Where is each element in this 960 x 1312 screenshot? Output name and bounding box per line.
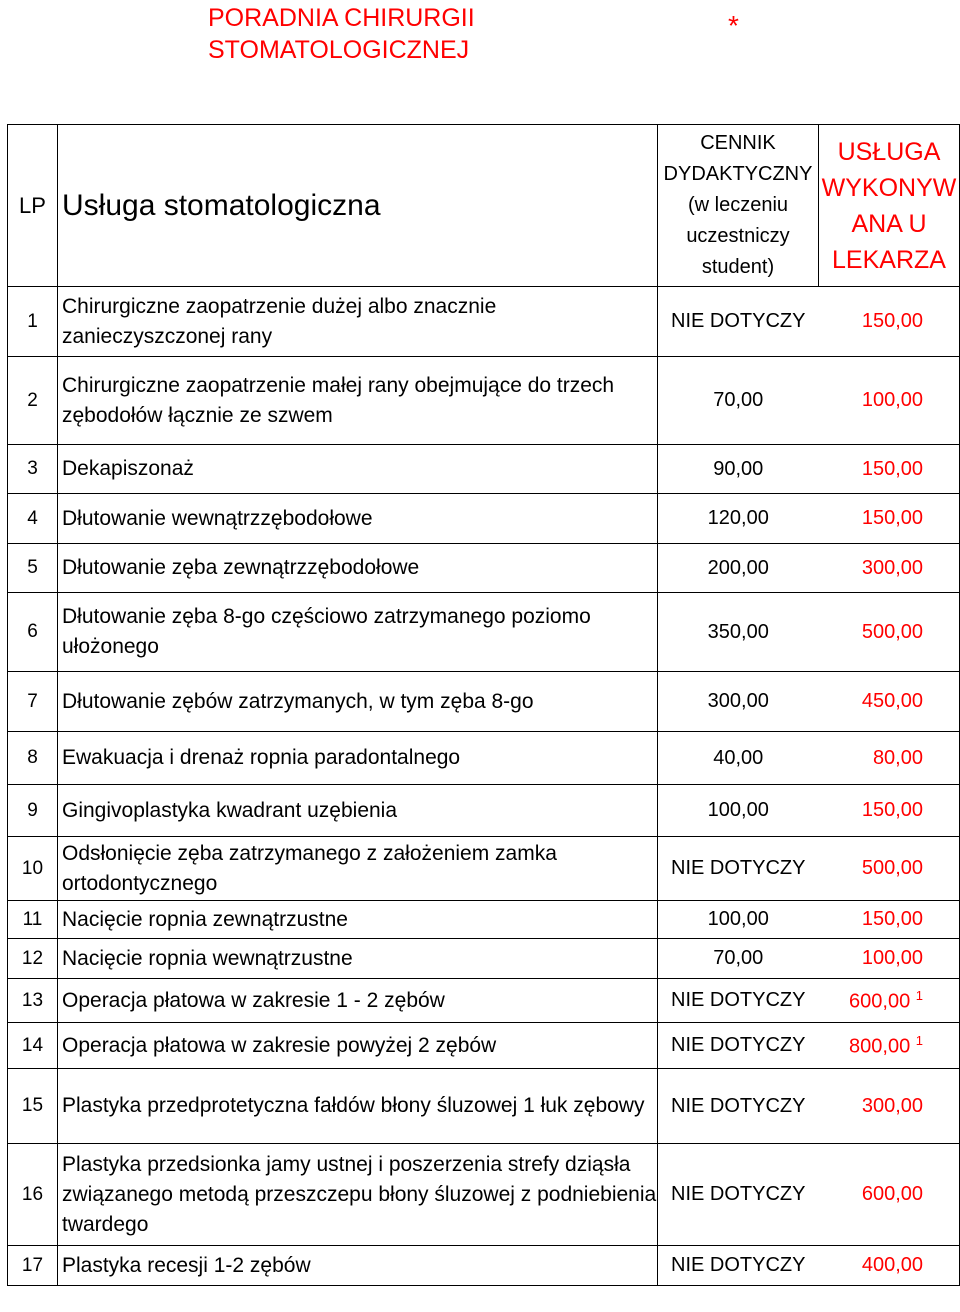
header-student-line: CENNIK (700, 132, 776, 154)
row-lp (8, 785, 58, 837)
table-row (8, 1069, 960, 1144)
table-header-row (8, 125, 960, 287)
row-student-price (658, 901, 819, 939)
row-student-price-text: 100,00 (707, 908, 769, 930)
row-student-price-text: 70,00 (713, 389, 764, 411)
row-doctor-price-text: 600,00 (849, 990, 911, 1013)
row-student-price (658, 1144, 819, 1246)
table-row (8, 1023, 960, 1069)
row-student-price (658, 1069, 819, 1144)
row-lp-text: 4 (27, 507, 38, 529)
row-student-price (658, 1246, 819, 1286)
row-lp-text: 2 (27, 389, 38, 411)
row-student-price-text: NIE DOTYCZY (671, 1183, 806, 1205)
row-student-price-text: 70,00 (713, 947, 764, 969)
table-row (8, 785, 960, 837)
row-service-name-text: Operacja płatowa w zakresie powyżej 2 zębów (62, 1033, 497, 1057)
row-lp-text: 13 (21, 989, 44, 1011)
row-doctor-price (819, 287, 960, 357)
row-service-name-text: Dłutowanie zębów zatrzymanych, w tym zęba 8-go (62, 689, 534, 713)
row-service-name-text: Chirurgiczne zaopatrzenie małej rany obejmujące do trzech zębodołów łącznie ze szwem (62, 373, 615, 427)
row-student-price (658, 939, 819, 979)
row-doctor-price-text: 800,00 (849, 1035, 911, 1058)
table-row (8, 837, 960, 901)
row-doctor-price (819, 785, 960, 837)
row-doctor-price-text: 150,00 (861, 507, 923, 529)
row-student-price-text: 200,00 (707, 556, 769, 579)
title-line-2: STOMATOLOGICZNEJ (208, 36, 470, 64)
table-row (8, 1144, 960, 1246)
row-lp-text: 1 (27, 310, 38, 332)
row-lp (8, 1144, 58, 1246)
row-student-price (658, 357, 819, 445)
row-student-price-text: NIE DOTYCZY (671, 1094, 806, 1117)
row-student-price-text: 300,00 (707, 690, 769, 712)
row-service-name (58, 1144, 658, 1246)
row-service-name-text: Odsłonięcie zęba zatrzymanego z założeniem zamka ortodontycznego (62, 841, 557, 895)
row-doctor-price (819, 494, 960, 544)
row-lp (8, 1023, 58, 1069)
row-student-price-text: NIE DOTYCZY (671, 989, 806, 1011)
table-row (8, 544, 960, 593)
footnote-marker: 1 (915, 1032, 923, 1048)
table-row (8, 732, 960, 785)
row-service-name (58, 287, 658, 357)
row-student-price-text: 120,00 (707, 507, 769, 529)
row-lp (8, 672, 58, 732)
row-lp-text: 5 (27, 557, 38, 578)
header-lp: LP (8, 125, 58, 287)
row-doctor-price (819, 593, 960, 672)
row-student-price-text: 100,00 (707, 799, 769, 821)
header-service: Usługa stomatologiczna (58, 125, 658, 287)
page-title (208, 2, 475, 66)
header-student-line: DYDAKTYCZNY (663, 163, 813, 185)
title-line-1: PORADNIA CHIRURGII (208, 4, 475, 32)
row-lp-text: 14 (21, 1034, 44, 1056)
table-row (8, 445, 960, 494)
row-doctor-price-text: 100,00 (861, 389, 923, 411)
header-doctor-line: ANA U (851, 209, 927, 238)
row-student-price (658, 445, 819, 494)
row-service-name (58, 544, 658, 593)
row-doctor-price (819, 544, 960, 593)
row-student-price (658, 732, 819, 785)
row-lp (8, 939, 58, 979)
row-student-price (658, 287, 819, 357)
row-lp (8, 901, 58, 939)
table-row (8, 979, 960, 1023)
row-lp-text: 6 (27, 621, 38, 642)
row-service-name (58, 1023, 658, 1069)
price-table (7, 124, 960, 1286)
row-student-price-text: NIE DOTYCZY (671, 1254, 806, 1276)
row-student-price-text: 40,00 (713, 746, 764, 769)
row-service-name-text: Plastyka przedprotetyczna fałdów błony śluzowej 1 łuk zębowy (62, 1094, 645, 1117)
table-body (8, 287, 960, 1286)
row-doctor-price-text: 500,00 (861, 857, 923, 879)
row-service-name (58, 837, 658, 901)
row-lp (8, 1246, 58, 1286)
row-lp-text: 11 (22, 908, 43, 930)
row-service-name-text: Dłutowanie wewnątrzzębodołowe (62, 506, 373, 530)
table-row (8, 939, 960, 979)
row-service-name (58, 593, 658, 672)
asterisk-mark: * (728, 10, 739, 41)
row-service-name (58, 939, 658, 979)
row-service-name-text: Ewakuacja i drenaż ropnia paradontalnego (62, 746, 461, 769)
row-service-name-text: Dłutowanie zęba 8-go częściowo zatrzymanego poziomo ułożonego (62, 605, 591, 658)
row-student-price (658, 672, 819, 732)
row-service-name (58, 357, 658, 445)
row-lp (8, 445, 58, 494)
row-service-name-text: Nacięcie ropnia wewnątrzustne (62, 946, 353, 970)
row-service-name-text: Chirurgiczne zaopatrzenie dużej albo znacznie zanieczyszczonej rany (62, 294, 497, 348)
row-service-name (58, 672, 658, 732)
row-doctor-price (819, 732, 960, 785)
row-doctor-price (819, 939, 960, 979)
row-doctor-price-text: 500,00 (861, 620, 923, 643)
row-doctor-price-text: 300,00 (861, 556, 923, 579)
row-service-name (58, 1246, 658, 1286)
row-lp (8, 494, 58, 544)
row-service-name (58, 732, 658, 785)
row-lp (8, 979, 58, 1023)
row-lp-text: 7 (27, 690, 38, 712)
row-doctor-price (819, 672, 960, 732)
row-service-name-text: Operacja płatowa w zakresie 1 - 2 zębów (62, 988, 445, 1012)
row-lp (8, 732, 58, 785)
row-doctor-price-text: 100,00 (861, 947, 923, 969)
footnote-marker: 1 (915, 987, 923, 1003)
row-service-name (58, 445, 658, 494)
row-doctor-price-text: 400,00 (861, 1254, 923, 1276)
row-doctor-price (819, 445, 960, 494)
row-lp-text: 8 (27, 747, 38, 768)
header-student-price (658, 125, 819, 287)
header-doctor-line: LEKARZA (832, 245, 946, 274)
row-lp-text: 17 (21, 1254, 44, 1276)
row-service-name-text: Plastyka przedsionka jamy ustnej i poszerzenia strefy dziąsła związanego metodą przeszczepu błony śluzowej z podniebienia twardego (62, 1152, 657, 1236)
row-lp-text: 9 (27, 799, 38, 821)
row-lp (8, 357, 58, 445)
table-row (8, 593, 960, 672)
row-lp-text: 3 (27, 458, 38, 479)
row-doctor-price (819, 357, 960, 445)
row-doctor-price-text: 150,00 (861, 310, 923, 332)
table-row (8, 287, 960, 357)
row-lp (8, 593, 58, 672)
row-student-price-text: 350,00 (707, 620, 769, 643)
header-student-line: (w leczeniu (687, 194, 789, 216)
row-student-price-text: NIE DOTYCZY (671, 310, 806, 332)
row-lp (8, 1069, 58, 1144)
row-student-price-text: 90,00 (713, 457, 764, 480)
row-doctor-price-text: 150,00 (861, 799, 923, 821)
table-row (8, 901, 960, 939)
row-service-name-text: Dłutowanie zęba zewnątrzzębodołowe (62, 556, 420, 579)
table-row (8, 672, 960, 732)
row-student-price (658, 544, 819, 593)
row-doctor-price-text: 450,00 (861, 690, 923, 712)
row-doctor-price (819, 1023, 960, 1069)
row-student-price (658, 494, 819, 544)
row-lp (8, 837, 58, 901)
row-service-name (58, 979, 658, 1023)
row-doctor-price (819, 1144, 960, 1246)
row-student-price (658, 785, 819, 837)
row-doctor-price (819, 1069, 960, 1144)
row-doctor-price-text: 150,00 (861, 908, 923, 930)
row-service-name-text: Plastyka recesji 1-2 zębów (62, 1253, 311, 1277)
row-doctor-price (819, 901, 960, 939)
table-row (8, 1246, 960, 1286)
row-doctor-price (819, 837, 960, 901)
header-student-line: student) (701, 256, 775, 278)
table-row (8, 357, 960, 445)
row-doctor-price-text: 80,00 (872, 746, 923, 769)
row-student-price-text: NIE DOTYCZY (671, 1034, 806, 1056)
header-doctor-line: WYKONYW (821, 173, 957, 202)
row-doctor-price (819, 1246, 960, 1286)
row-lp-text: 15 (21, 1095, 44, 1116)
row-doctor-price-text: 300,00 (861, 1094, 923, 1117)
table-row (8, 494, 960, 544)
row-lp-text: 10 (21, 857, 44, 879)
header-doctor-price (819, 125, 960, 287)
row-student-price (658, 837, 819, 901)
row-doctor-price-text: 150,00 (861, 457, 923, 480)
row-lp-text: 12 (21, 947, 44, 969)
row-student-price-text: NIE DOTYCZY (671, 857, 806, 879)
row-doctor-price-text: 600,00 (861, 1183, 923, 1205)
row-student-price (658, 979, 819, 1023)
row-lp-text: 16 (21, 1183, 44, 1205)
row-service-name-text: Nacięcie ropnia zewnątrzustne (62, 907, 348, 931)
row-student-price (658, 593, 819, 672)
row-student-price (658, 1023, 819, 1069)
row-lp (8, 544, 58, 593)
row-doctor-price (819, 979, 960, 1023)
row-service-name-text: Dekapiszonaż (62, 457, 194, 480)
row-service-name (58, 785, 658, 837)
header-doctor-line: USŁUGA (837, 137, 941, 166)
row-lp (8, 287, 58, 357)
row-service-name (58, 901, 658, 939)
row-service-name (58, 1069, 658, 1144)
row-service-name (58, 494, 658, 544)
header-student-line: uczestniczy (686, 225, 790, 247)
row-service-name-text: Gingivoplastyka kwadrant uzębienia (62, 798, 398, 822)
